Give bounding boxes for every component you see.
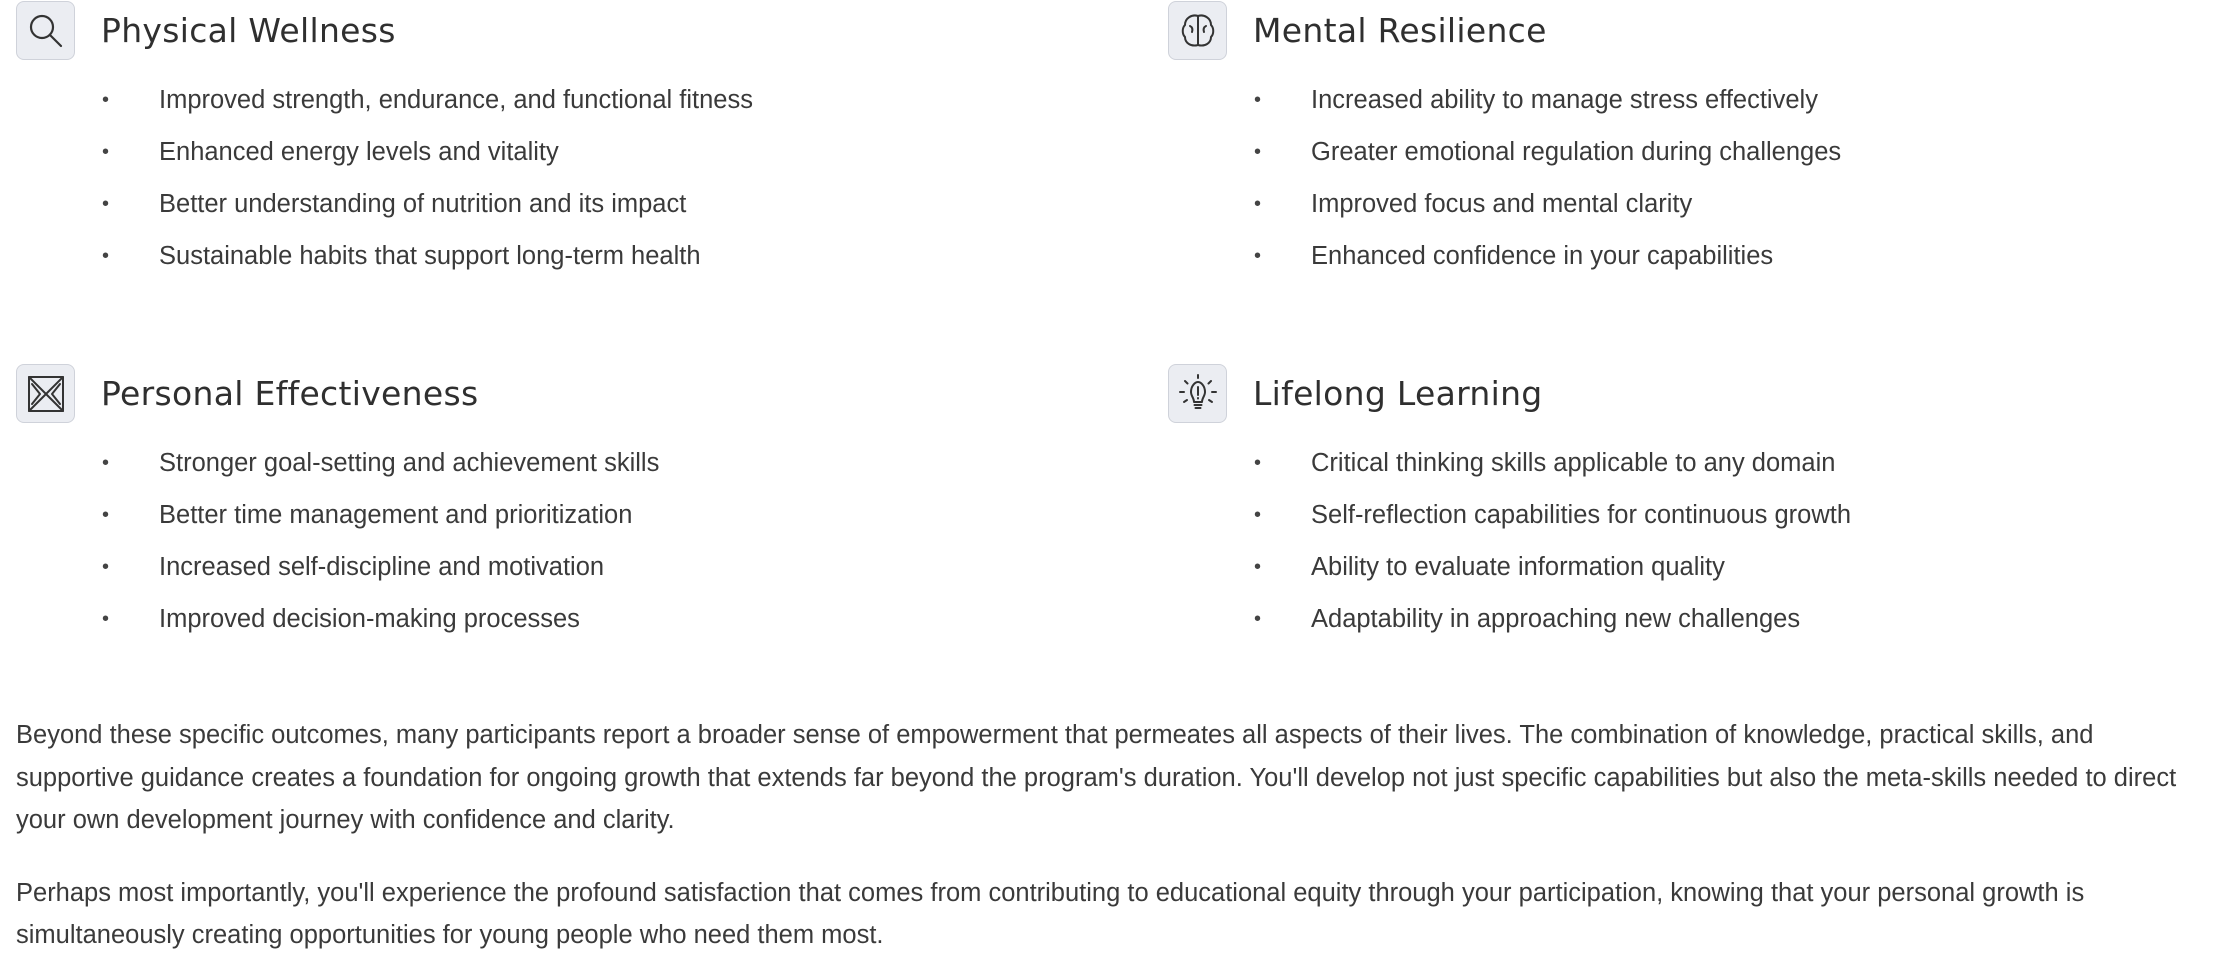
- list-item: • Ability to evaluate information quality: [1168, 550, 2206, 602]
- section-mental-resilience: [1168, 0, 2206, 291]
- list-item: • Better understanding of nutrition and its impact: [16, 187, 1168, 239]
- section-header: [16, 363, 1168, 424]
- list-item: • Greater emotional regulation during challenges: [1168, 135, 2206, 187]
- list-item: • Increased self-discipline and motivation: [16, 550, 1168, 602]
- magnifier-icon: [16, 1, 75, 60]
- section-personal-effectiveness: [16, 363, 1168, 654]
- list-item: • Self-reflection capabilities for continuous growth: [1168, 498, 2206, 550]
- list-item: • Sustainable habits that support long-term health: [16, 239, 1168, 291]
- lightbulb-icon: [1168, 364, 1227, 423]
- list-item: • Enhanced confidence in your capabilities: [1168, 239, 2206, 291]
- section-header: [1168, 363, 2206, 424]
- brain-icon: [1168, 1, 1227, 60]
- benefits-page: [16, 0, 2206, 957]
- benefit-list: [1168, 83, 2206, 291]
- list-item: • Improved strength, endurance, and functional fitness: [16, 83, 1168, 135]
- section-header: [1168, 0, 2206, 61]
- list-item: • Critical thinking skills applicable to any domain: [1168, 446, 2206, 498]
- list-item: • Better time management and prioritization: [16, 498, 1168, 550]
- benefit-list: [16, 446, 1168, 654]
- section-title: Lifelong Learning: [1253, 374, 1543, 413]
- section-lifelong-learning: [1168, 363, 2206, 654]
- list-item: • Adaptability in approaching new challenges: [1168, 602, 2206, 654]
- section-physical-wellness: [16, 0, 1168, 291]
- body-paragraph: Beyond these specific outcomes, many participants report a broader sense of empowerment that permeates all aspects of their lives. The combination of knowledge, practical skills, and supportive guidance creates a foundation for ongoing growth that extends far beyond the program's duration. You'll develop not just specific capabilities but also the meta-skills needed to direct your own development journey with confidence and clarity.: [16, 721, 2177, 834]
- list-item: • Improved decision-making processes: [16, 602, 1168, 654]
- list-item: • Increased ability to manage stress effectively: [1168, 83, 2206, 135]
- section-title: Physical Wellness: [101, 11, 396, 50]
- list-item: • Stronger goal-setting and achievement skills: [16, 446, 1168, 498]
- benefit-list: [1168, 446, 2206, 654]
- target-cross-icon: [16, 364, 75, 423]
- body-paragraph: Perhaps most importantly, you'll experience the profound satisfaction that comes from contributing to educational equity through your participation, knowing that your personal growth is simultaneously creating opportunities for young people who need them most.: [16, 878, 2085, 949]
- list-item: • Improved focus and mental clarity: [1168, 187, 2206, 239]
- benefits-grid: [16, 0, 2206, 654]
- section-header: [16, 0, 1168, 61]
- list-item: • Enhanced energy levels and vitality: [16, 135, 1168, 187]
- section-title: Personal Effectiveness: [101, 374, 479, 413]
- benefit-list: [16, 83, 1168, 291]
- section-title: Mental Resilience: [1253, 11, 1547, 50]
